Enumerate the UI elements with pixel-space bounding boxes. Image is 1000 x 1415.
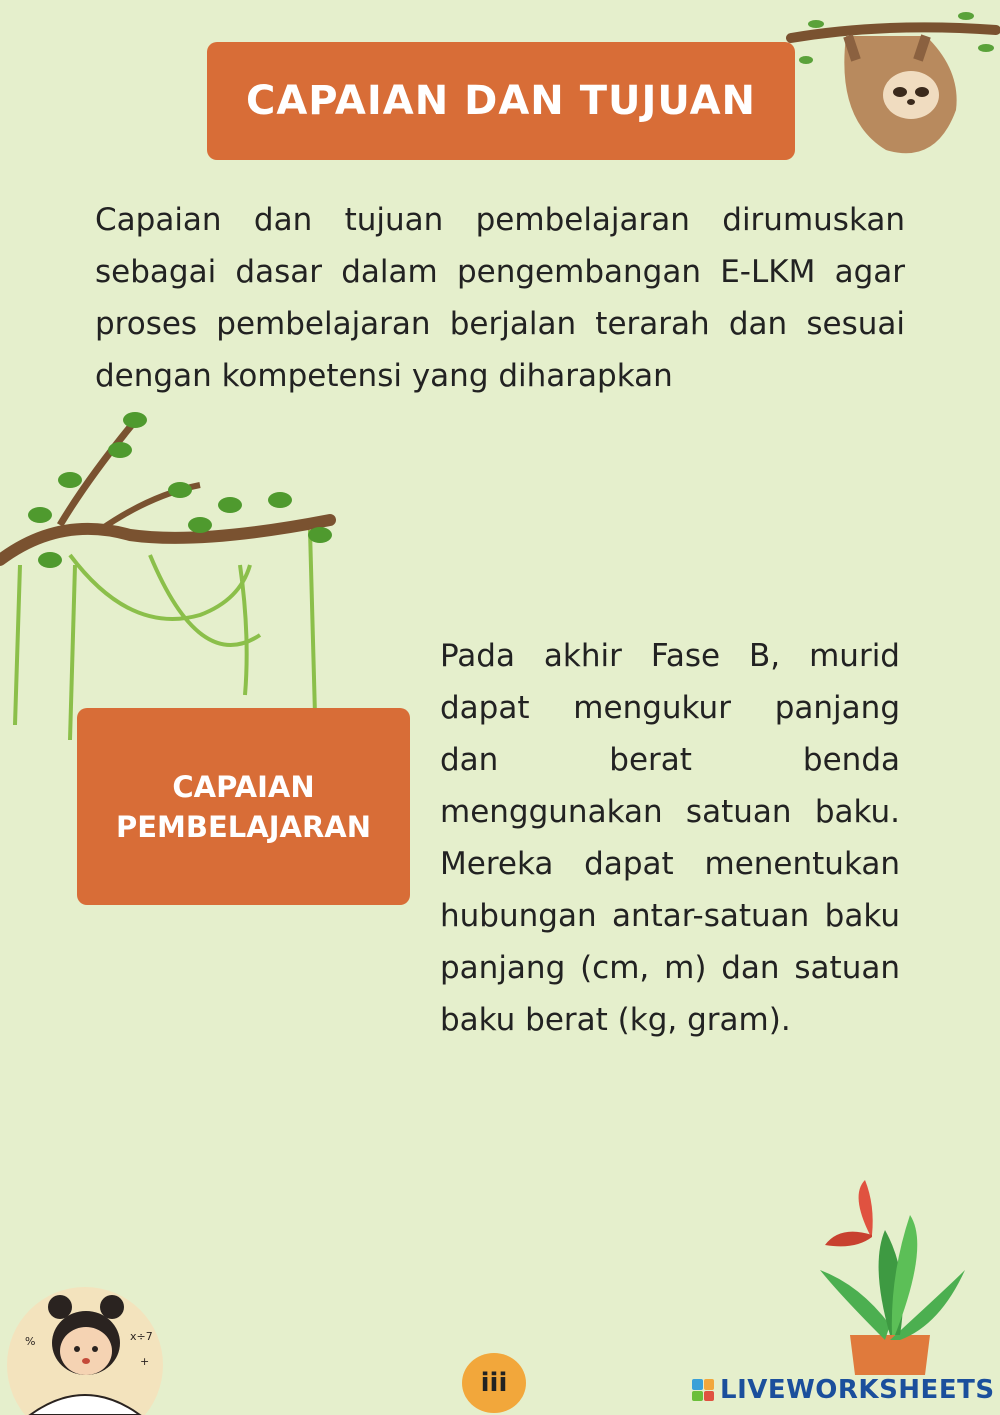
svg-text:%: % bbox=[25, 1335, 36, 1348]
page-title: CAPAIAN DAN TUJUAN bbox=[245, 78, 757, 124]
svg-text:x÷7: x÷7 bbox=[130, 1330, 153, 1343]
brand-name: LIVEWORKSHEETS bbox=[720, 1375, 995, 1405]
capaian-title-box bbox=[77, 708, 410, 905]
intro-paragraph: Capaian dan tujuan pembelajaran dirumuskan sebagai dasar dalam pengembangan E-LKM agar proses pembelajaran berjalan terarah dan sesuai dengan kompetensi yang diharapkan bbox=[95, 202, 905, 394]
capaian-paragraph: Pada akhir Fase B, murid dapat mengukur panjang dan berat benda menggunakan satuan baku. Mereka dapat menentukan hubungan antar-satuan baku panjang (cm, m) dan satuan baku berat (kg, gram). bbox=[440, 638, 900, 1038]
svg-text:+: + bbox=[140, 1355, 150, 1368]
branch-vines-illustration bbox=[0, 395, 345, 745]
capaian-title-line1: CAPAIAN bbox=[172, 769, 315, 804]
liveworksheets-brand[interactable] bbox=[692, 1372, 995, 1408]
liveworksheets-logo-icon bbox=[692, 1379, 714, 1401]
capaian-title-line2: PEMBELAJARAN bbox=[115, 809, 372, 844]
page-number: iii bbox=[480, 1368, 508, 1398]
sloth-illustration bbox=[786, 0, 1000, 170]
title-banner bbox=[207, 42, 795, 160]
capaian-title bbox=[94, 767, 394, 847]
girl-studying-illustration bbox=[0, 1285, 170, 1415]
page-number-badge bbox=[462, 1353, 526, 1413]
butterfly-plant-illustration bbox=[800, 1175, 980, 1375]
